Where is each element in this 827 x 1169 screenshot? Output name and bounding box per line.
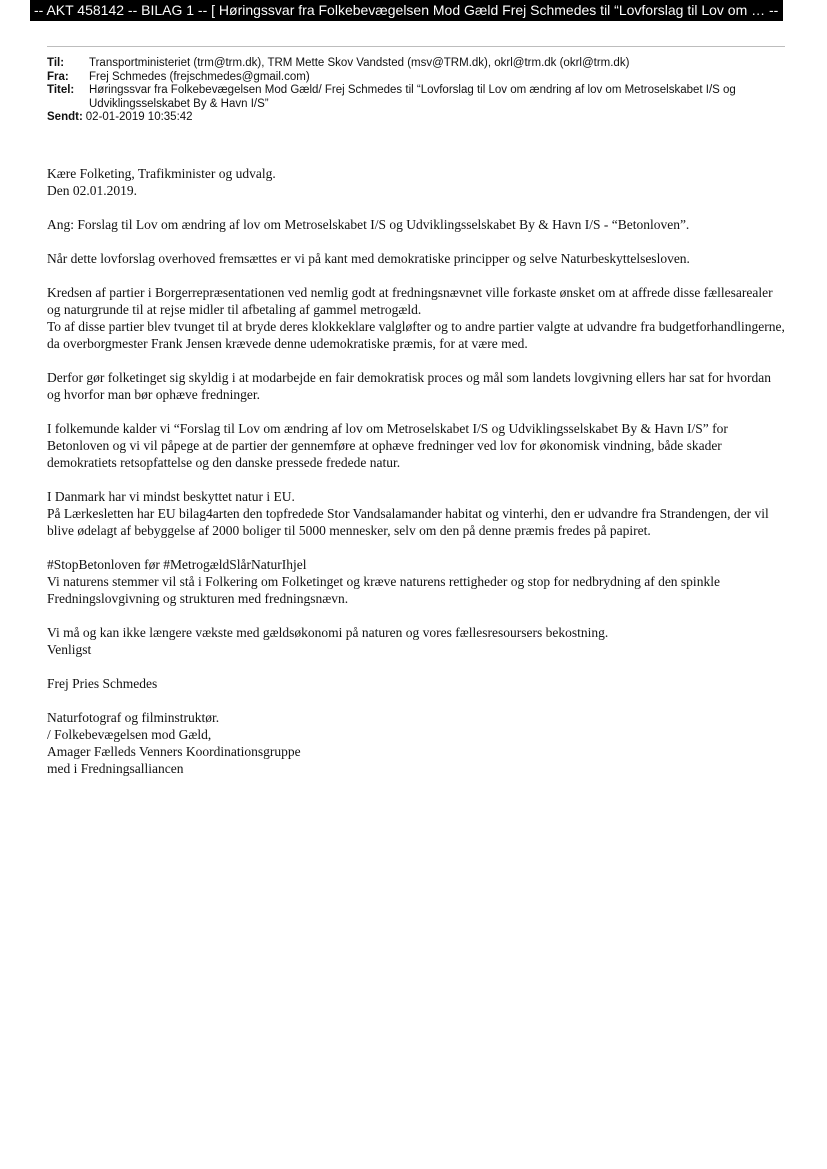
signature-block <box>47 709 787 777</box>
header-row-from <box>47 71 785 85</box>
hashtags-line: #StopBetonloven før #MetrogældSlårNaturIhjel <box>47 557 307 572</box>
paragraph-nature-a: I Danmark har vi mindst beskyttet natur i EU. <box>47 489 295 504</box>
date-line: Den 02.01.2019. <box>47 183 137 198</box>
paragraph-subject: Ang: Forslag til Lov om ændring af lov om Metroselskabet I/S og Udviklingsselskabet By & Havn I/S - “Betonloven”. <box>47 217 690 232</box>
paragraph-hashtags <box>47 556 787 607</box>
header-row-to <box>47 57 785 71</box>
title-value: Høringssvar fra Folkebevægelsen Mod Gæld/ Frej Schmedes til “Lovforslag til Lov om ændring af lov om Metroselskabet I/S og Udviklingsselskabet By & Havn I/S” <box>89 84 736 110</box>
closing-line: Vi må og kan ikke længere vækste med gældsøkonomi på naturen og vores fællesresoursers bekostning. <box>47 625 609 640</box>
paragraph-hashtags-b: Vi naturens stemmer vil stå i Folkering om Folketinget og kræve naturens rettigheder og stop for nedbrydning af den spinkle Fredningslovgivning og strukturen med fredningsnævn. <box>47 574 720 606</box>
paragraph-folketing: Derfor gør folketinget sig skyldig i at modarbejde en fair demokratisk proces og mål som landets lovgivning ellers har sat for hvordan og hvorfor man bør ophæve fredninger. <box>47 370 771 402</box>
from-label: Fra: <box>47 70 69 83</box>
signature-line-2: / Folkebevægelsen mod Gæld, <box>47 727 212 742</box>
signature-name: Frej Pries Schmedes <box>47 676 158 691</box>
sent-value: 02-01-2019 10:35:42 <box>85 111 193 123</box>
paragraph-intro: Når dette lovforslag overhoved fremsættes er vi på kant med demokratiske principper og selve Naturbeskyttelsesloven. <box>47 251 690 266</box>
to-value: Transportministeriet (trm@trm.dk), TRM Mette Skov Vandsted (msv@TRM.dk), okrl@trm.dk (okrl@trm.dk) <box>89 57 630 69</box>
greeting <box>47 165 787 199</box>
paragraph-parties-b: To af disse partier blev tvunget til at bryde deres klokkeklare valgløfter og to andre partier valgte at udvandre fra budgetforhandlingerne, da overborgmester Frank Jensen krævede denne udemokratiske præmis, for at være med. <box>47 319 785 351</box>
header-row-title <box>47 84 785 111</box>
sign-off: Venligst <box>47 642 92 657</box>
header-divider <box>47 46 785 47</box>
greeting-line: Kære Folketing, Trafikminister og udvalg. <box>47 166 276 181</box>
signature-line-4: med i Fredningsalliancen <box>47 761 184 776</box>
from-value: Frej Schmedes (frejschmedes@gmail.com) <box>89 70 310 83</box>
signature-line-3: Amager Fælleds Venners Koordinationsgruppe <box>47 744 301 759</box>
document-banner: -- AKT 458142 -- BILAG 1 -- [ Høringssvar fra Folkebevægelsen Mod Gæld Frej Schmedes til “Lovforslag til Lov om … -- <box>30 0 783 21</box>
paragraph-betonloven: I folkemunde kalder vi “Forslag til Lov om ændring af lov om Metroselskabet I/S og Udviklingsselskabet By & Havn I/S” for Betonloven og vi vil påpege at de partier der gennemføre at ophæve fredninger ved lov for økonomisk vindning, både skader demokratiets retsopfattelse og den danske pressede fredede natur. <box>47 421 728 470</box>
email-body <box>47 165 787 794</box>
signature-line-1: Naturfotograf og filminstruktør. <box>47 710 220 725</box>
paragraph-closing <box>47 624 787 658</box>
paragraph-nature-b: På Lærkesletten har EU bilag4arten den topfredede Stor Vandsalamander habitat og vinterhi, den er udvandre fra Strandengen, der vil blive ødelagt af bebyggelse af 2000 boliger til 5000 mennesker, selv om den på denne præmis fredes på papiret. <box>47 506 769 538</box>
sent-label: Sendt: <box>47 111 83 123</box>
to-label: Til: <box>47 57 65 69</box>
paragraph-nature <box>47 488 787 539</box>
header-row-sent <box>47 111 785 125</box>
paragraph-parties <box>47 284 787 352</box>
paragraph-parties-a: Kredsen af partier i Borgerrepræsentationen ved nemlig godt at fredningsnævnet ville forkaste ønsket om at affrede disse fællesarealer og naturgrunde til at rejse midler til afbetaling af gammel metrogæld. <box>47 285 773 317</box>
title-label: Titel: <box>47 84 75 96</box>
email-headers <box>47 57 785 125</box>
